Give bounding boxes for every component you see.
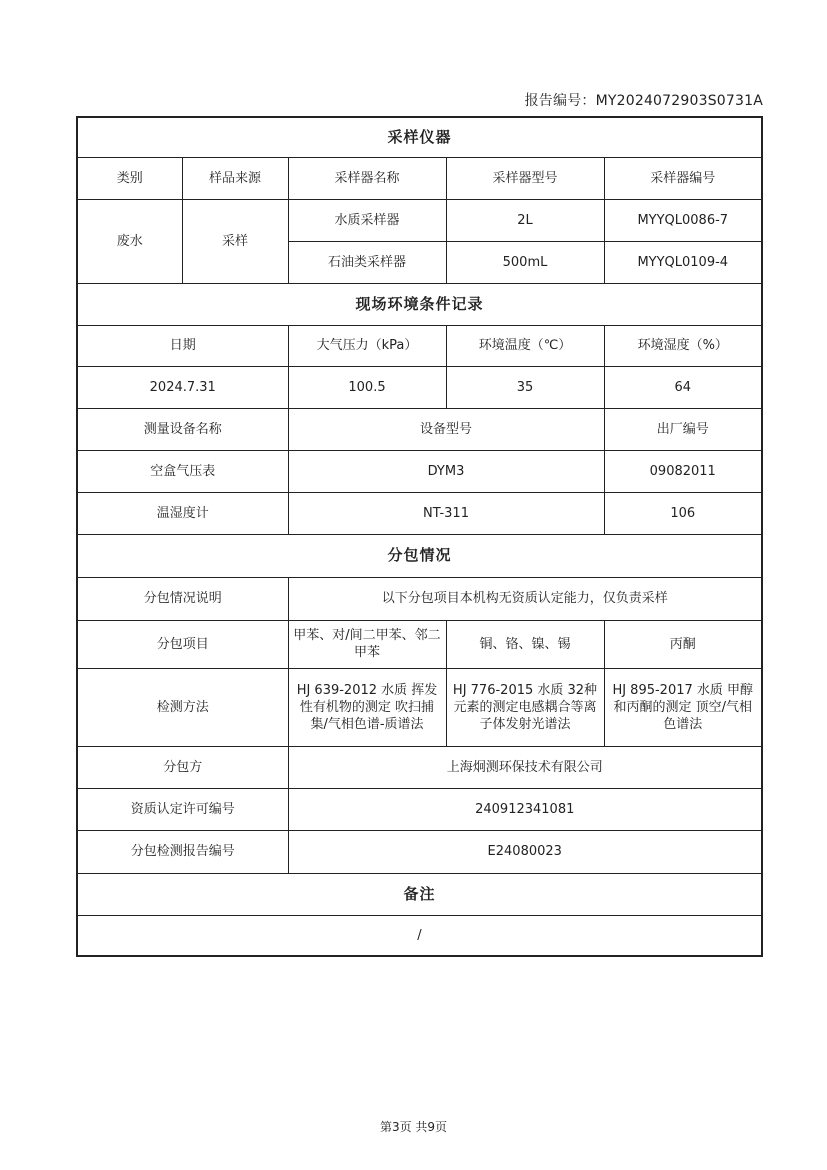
license-label: 资质认定许可编号	[77, 788, 288, 830]
table-row	[77, 492, 762, 534]
header-device-serial: 出厂编号	[604, 408, 762, 450]
temperature-value: 35	[446, 366, 604, 408]
remarks-section-title: 备注	[77, 873, 762, 915]
device-serial: 106	[604, 492, 762, 534]
instruments-header-row	[77, 157, 762, 199]
page-number: 第3页 共9页	[379, 1120, 448, 1134]
table-row	[77, 620, 762, 668]
header-sampler-number: 采样器编号	[604, 157, 762, 199]
device-header-row	[77, 408, 762, 450]
sampler-number: MYYQL0086-7	[604, 199, 762, 241]
date-value: 2024.7.31	[77, 366, 288, 408]
header-pressure: 大气压力（kPa）	[288, 325, 446, 366]
subcontractor-value: 上海炯测环保技术有限公司	[288, 746, 762, 788]
table-row	[77, 746, 762, 788]
table-row	[77, 450, 762, 492]
sampler-model: 2L	[446, 199, 604, 241]
table-row	[77, 577, 762, 620]
header-device-model: 设备型号	[288, 408, 604, 450]
header-category: 类别	[77, 157, 182, 199]
humidity-value: 64	[604, 366, 762, 408]
report-table	[76, 116, 763, 957]
category-value: 废水	[77, 199, 182, 283]
subcontractor-label: 分包方	[77, 746, 288, 788]
sampler-model: 500mL	[446, 241, 604, 283]
header-sampler-model: 采样器型号	[446, 157, 604, 199]
sampler-name: 石油类采样器	[288, 241, 446, 283]
header-device-name: 测量设备名称	[77, 408, 288, 450]
subcontract-item: 丙酮	[604, 620, 762, 668]
subcontract-item: 甲苯、对/间二甲苯、邻二甲苯	[288, 620, 446, 668]
table-row	[77, 788, 762, 830]
instruments-section-title: 采样仪器	[77, 117, 762, 157]
remarks-value: /	[77, 915, 762, 956]
sampler-name: 水质采样器	[288, 199, 446, 241]
table-row	[77, 199, 762, 241]
method-text: HJ 895-2017 水质 甲醇和丙酮的测定 顶空/气相色谱法	[604, 668, 762, 746]
subcontract-desc-label: 分包情况说明	[77, 577, 288, 620]
sub-report-label: 分包检测报告编号	[77, 830, 288, 873]
device-model: NT-311	[288, 492, 604, 534]
header-temperature: 环境温度（℃）	[446, 325, 604, 366]
device-model: DYM3	[288, 450, 604, 492]
subcontract-item: 铜、铬、镍、锡	[446, 620, 604, 668]
table-row	[77, 830, 762, 873]
method-text: HJ 639-2012 水质 挥发性有机物的测定 吹扫捕集/气相色谱-质谱法	[288, 668, 446, 746]
report-number: 报告编号：MY2024072903S0731A	[524, 93, 763, 109]
table-row	[77, 668, 762, 746]
environment-section-title: 现场环境条件记录	[77, 283, 762, 325]
source-value: 采样	[182, 199, 288, 283]
header-humidity: 环境湿度（%）	[604, 325, 762, 366]
sampler-number: MYYQL0109-4	[604, 241, 762, 283]
sub-report-value: E24080023	[288, 830, 762, 873]
subcontract-section-title: 分包情况	[77, 534, 762, 577]
table-row	[77, 366, 762, 408]
header-sampler-name: 采样器名称	[288, 157, 446, 199]
methods-label: 检测方法	[77, 668, 288, 746]
device-name: 温湿度计	[77, 492, 288, 534]
device-serial: 09082011	[604, 450, 762, 492]
subcontract-desc-value: 以下分包项目本机构无资质认定能力，仅负责采样	[288, 577, 762, 620]
device-name: 空盒气压表	[77, 450, 288, 492]
header-source: 样品来源	[182, 157, 288, 199]
header-date: 日期	[77, 325, 288, 366]
subcontract-items-label: 分包项目	[77, 620, 288, 668]
license-value: 240912341081	[288, 788, 762, 830]
environment-header-row	[77, 325, 762, 366]
pressure-value: 100.5	[288, 366, 446, 408]
table-row	[77, 915, 762, 956]
method-text: HJ 776-2015 水质 32种元素的测定电感耦合等离子体发射光谱法	[446, 668, 604, 746]
